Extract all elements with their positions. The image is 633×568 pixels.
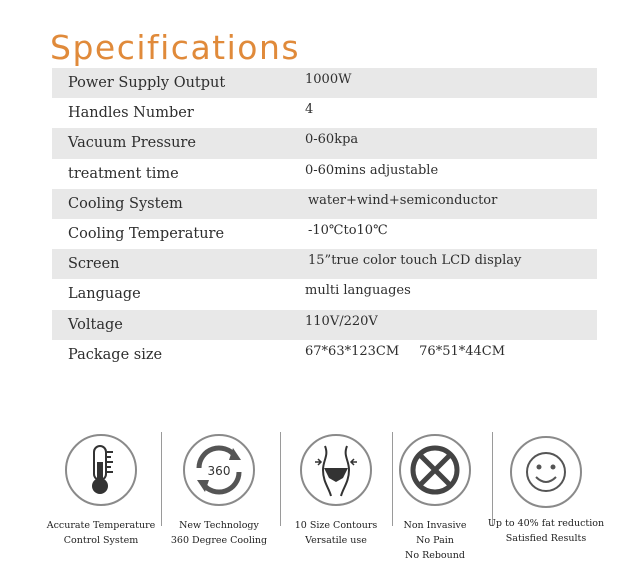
feature-caption: New Technology 360 Degree Cooling: [170, 520, 268, 546]
spec-label: treatment time: [68, 165, 179, 182]
spec-row-language: [52, 279, 597, 309]
spec-label: Package size: [68, 346, 163, 363]
spec-label: Cooling System: [68, 195, 183, 212]
spec-value: 110V/220V: [305, 313, 378, 329]
spec-label: Handles Number: [68, 105, 194, 122]
feature-fat-reduction: [487, 432, 605, 568]
spec-value: 0-60mins adjustable: [305, 162, 439, 178]
body-contour-icon: [300, 434, 372, 506]
thermometer-icon: [65, 434, 137, 506]
feature-caption: Non Invasive No Pain No Rebound: [403, 520, 467, 561]
feature-non-invasive: [380, 432, 490, 568]
spec-row-voltage: [52, 310, 597, 340]
feature-temperature: [46, 432, 156, 568]
package-size-1: 67*63*123CM: [305, 343, 400, 359]
specifications-table: [52, 68, 597, 370]
spec-label: Cooling Temperature: [68, 225, 225, 242]
spec-value: multi languages: [305, 283, 411, 299]
feature-caption: Up to 40% fat reduction Satisfied Results: [487, 518, 605, 544]
smiley-icon: [510, 436, 582, 508]
divider: [161, 432, 162, 526]
spec-value: 15”true color touch LCD display: [308, 253, 522, 269]
spec-row-handles: [52, 98, 597, 128]
feature-caption: Accurate Temperature Control System: [46, 520, 156, 546]
svg-text:360: 360: [207, 464, 231, 478]
spec-value: 0-60kpa: [305, 132, 359, 148]
feature-caption: 10 Size Contours Versatile use: [294, 520, 378, 546]
spec-row-treatment-time: [52, 159, 597, 189]
feature-strip: [46, 432, 606, 568]
feature-360-cooling: [164, 432, 274, 568]
spec-label: Vacuum Pressure: [68, 135, 196, 152]
spec-value: -10℃to10℃: [308, 222, 388, 238]
spec-row-power-supply: [52, 68, 597, 98]
spec-value: 4: [305, 102, 314, 118]
spec-label: Language: [68, 286, 141, 303]
spec-row-cooling-temperature: [52, 219, 597, 249]
spec-row-package-size: [52, 340, 597, 370]
no-pain-icon: [399, 434, 471, 506]
spec-label: Power Supply Output: [68, 75, 226, 91]
spec-row-screen: [52, 249, 597, 279]
spec-value: water+wind+semiconductor: [308, 192, 498, 208]
page-title: Specifications: [50, 28, 301, 68]
spec-value: [305, 344, 505, 359]
spec-row-vacuum: [52, 128, 597, 158]
spec-label: Voltage: [68, 316, 123, 333]
package-size-2: 76*51*44CM: [419, 343, 506, 359]
feature-contours: [281, 432, 391, 568]
spec-value: 1000W: [305, 72, 352, 87]
rotation-360-icon: [183, 434, 255, 506]
spec-label: Screen: [68, 256, 120, 273]
spec-row-cooling-system: [52, 189, 597, 219]
